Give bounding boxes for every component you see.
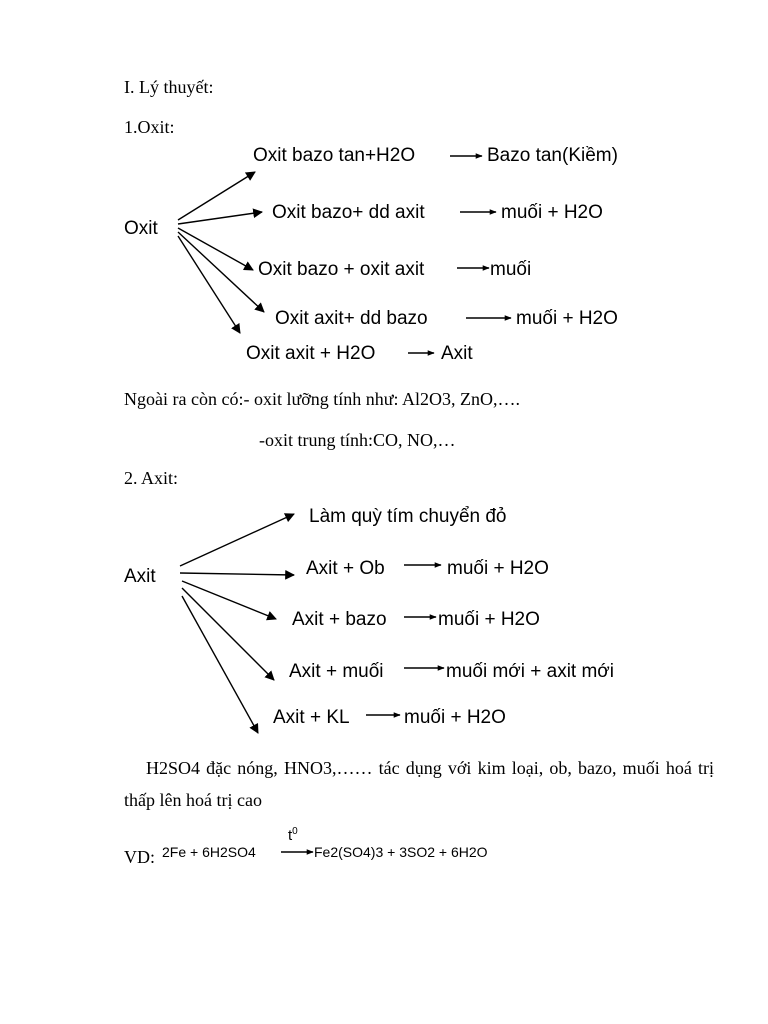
example-reactants: 2Fe + 6H2SO4	[162, 844, 256, 860]
axit-branch-3: Axit + bazo	[292, 609, 387, 630]
example-condition	[288, 827, 298, 843]
oxit-fan-arrow-3	[178, 228, 253, 270]
oxit-fan-arrow-2	[178, 212, 262, 224]
axit-branch-1: Làm quỳ tím chuyển đỏ	[309, 506, 507, 527]
oxit-product-4: muối + H2O	[516, 308, 618, 329]
axit-branch-5: Axit + KL	[273, 707, 350, 728]
axit-product-4: muối mới + axit mới	[446, 661, 614, 682]
axit-branch-4: Axit + muối	[289, 661, 384, 682]
oxit-branch-3: Oxit bazo + oxit axit	[258, 259, 425, 280]
axit-fan-arrow-5	[182, 596, 258, 733]
oxit-product-3: muối	[490, 259, 532, 280]
example-condition-sup: 0	[292, 826, 298, 837]
axit-branch-2: Axit + Ob	[306, 558, 385, 579]
oxit-branch-4: Oxit axit+ dd bazo	[275, 308, 428, 329]
oxit-fan-arrow-5	[178, 236, 240, 333]
example-condition-t: t	[288, 827, 293, 844]
axit-fan-arrow-1	[180, 514, 294, 566]
axit-root: Axit	[124, 566, 156, 587]
axit-product-3: muối + H2O	[438, 609, 540, 630]
oxit-note-neutral: -oxit trung tính:CO, NO,…	[259, 430, 456, 450]
axit-title: 2. Axit:	[124, 468, 179, 488]
axit-product-2: muối + H2O	[447, 558, 549, 579]
axit-product-5: muối + H2O	[404, 707, 506, 728]
oxit-title: 1.Oxit:	[124, 117, 175, 137]
axit-fan-arrow-4	[182, 588, 274, 680]
oxit-product-2: muối + H2O	[501, 202, 603, 223]
example-label: VD:	[124, 847, 155, 867]
oxit-fan-arrow-4	[178, 232, 264, 312]
oxit-root: Oxit	[124, 218, 158, 239]
oxit-product-1: Bazo tan(Kiềm)	[487, 145, 618, 166]
section-heading: I. Lý thuyết:	[124, 77, 214, 97]
oxit-branch-2: Oxit bazo+ dd axit	[272, 202, 425, 223]
axit-fan-arrow-2	[180, 573, 294, 575]
oxit-product-5: Axit	[441, 343, 473, 364]
oxit-note-amphoteric: Ngoài ra còn có:- oxit lưỡng tính như: Al2O3, ZnO,….	[124, 389, 520, 409]
example-products: Fe2(SO4)3 + 3SO2 + 6H2O	[314, 844, 488, 860]
oxidizing-acids-paragraph: H2SO4 đặc nóng, HNO3,…… tác dụng với kim loại, ob, bazo, muối hoá trị thấp lên hoá trị cao	[124, 758, 714, 810]
oxit-branch-5: Oxit axit + H2O	[246, 343, 376, 364]
oxit-fan-arrow-1	[178, 172, 255, 220]
axit-fan-arrow-3	[182, 581, 276, 619]
oxit-branch-1: Oxit bazo tan+H2O	[253, 145, 416, 166]
